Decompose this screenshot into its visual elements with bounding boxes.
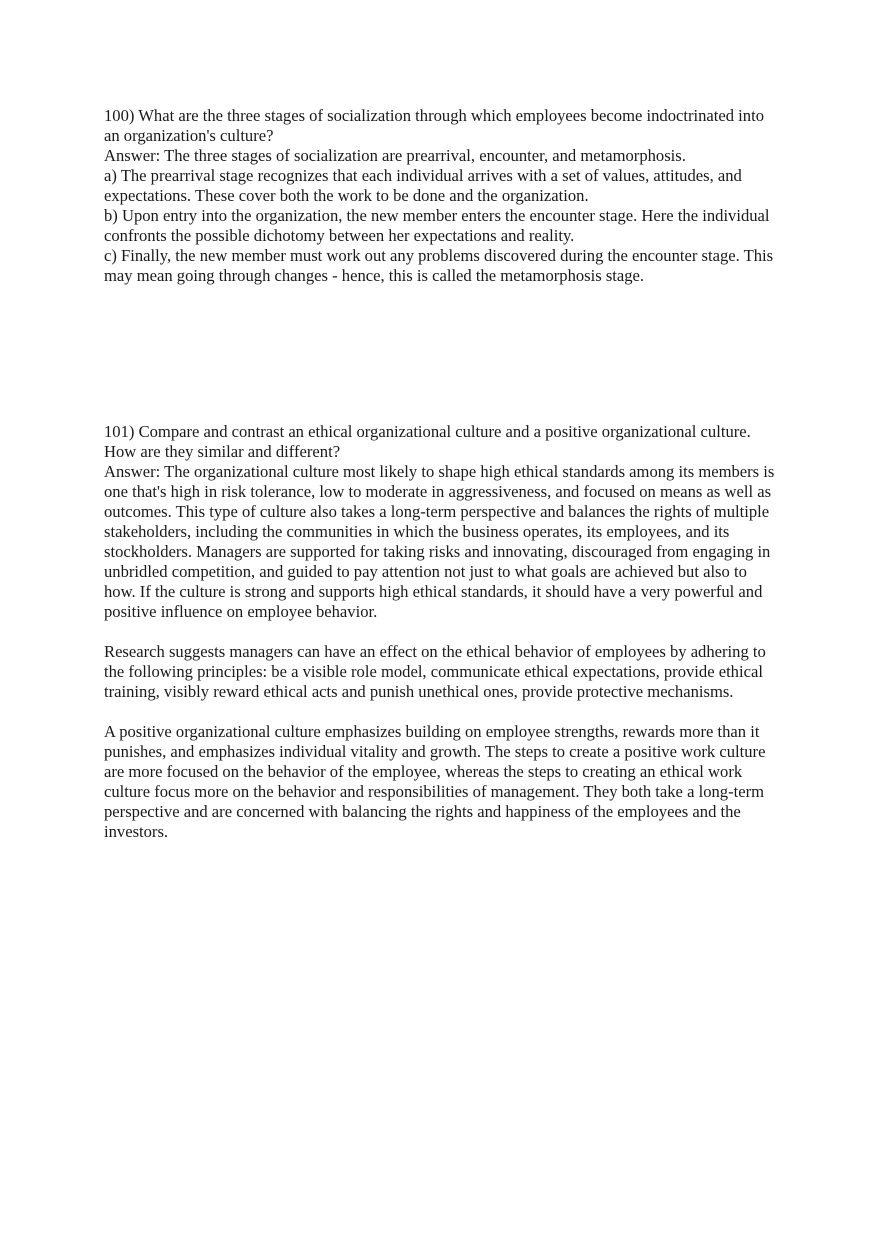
paragraph-gap — [104, 702, 780, 722]
answer-point-c: c) Finally, the new member must work out any problems discovered during the encounter stage. This may mean going through changes - hence, this is called the metamorphosis stage. — [104, 246, 774, 285]
answer-paragraph: A positive organizational culture emphasizes building on employee strengths, rewards more than it punishes, and emphasizes individual vitality and growth. The steps to create a positive work culture are more focused on the behavior of the employee, whereas the steps to creating an ethical work culture focus more on the behavior and responsibilities of management. They both take a long-term perspective and are concerned with balancing the rights and happiness of the employees and the investors. — [104, 722, 766, 841]
question-text: 100) What are the three stages of socialization through which employees become indoctrinated into an organization's culture? — [104, 106, 764, 145]
question-text: 101) Compare and contrast an ethical organizational culture and a positive organizational culture. How are they similar and different? — [104, 422, 751, 461]
answer-point-b: b) Upon entry into the organization, the new member enters the encounter stage. Here the individual confronts the possible dichotomy between her expectations and reality. — [104, 206, 770, 245]
answer-paragraph: Research suggests managers can have an effect on the ethical behavior of employees by adhering to the following principles: be a visible role model, communicate ethical expectations, provide ethical training, visibly reward ethical acts and punish unethical ones, provide protective mechanisms. — [104, 642, 766, 701]
question-block-101 — [104, 422, 780, 842]
answer-intro: Answer: The organizational culture most likely to shape high ethical standards among its members is one that's high in risk tolerance, low to moderate in aggressiveness, and focused on means as well as outcomes. This type of culture also takes a long-term perspective and balances the rights of multiple stakeholders, including the communities in which the business operates, its employees, and its stockholders. Managers are supported for taking risks and innovating, discouraged from engaging in unbridled competition, and guided to pay attention not just to what goals are achieved but also to how. If the culture is strong and supports high ethical standards, it should have a very powerful and positive influence on employee behavior. — [104, 462, 775, 621]
question-block-100 — [104, 106, 780, 286]
answer-point-a: a) The prearrival stage recognizes that each individual arrives with a set of values, attitudes, and expectations. These cover both the work to be done and the organization. — [104, 166, 742, 205]
answer-intro: Answer: The three stages of socialization are prearrival, encounter, and metamorphosis. — [104, 146, 686, 165]
paragraph-gap — [104, 622, 780, 642]
